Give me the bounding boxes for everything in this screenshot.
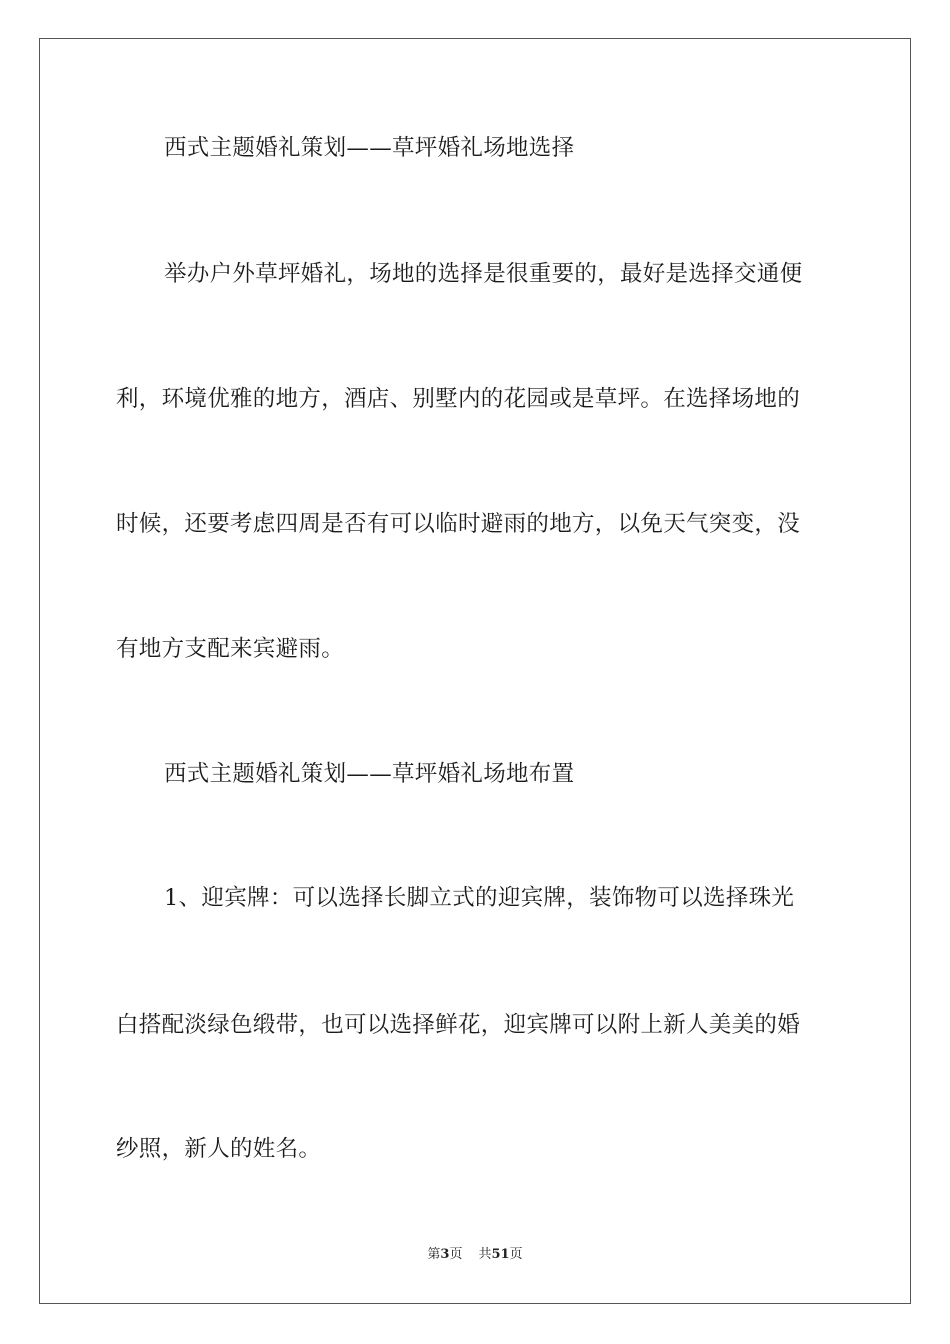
paragraph-line: 1、迎宾牌：可以选择长脚立式的迎宾牌，装饰物可以选择珠光 bbox=[164, 885, 795, 911]
paragraph-line: 纱照，新人的姓名。 bbox=[116, 1136, 322, 1162]
paragraph-line: 利，环境优雅的地方，酒店、别墅内的花园或是草坪。在选择场地的 bbox=[116, 386, 801, 412]
total-prefix: 共 bbox=[478, 1247, 492, 1262]
section-heading-venue-selection: 西式主题婚礼策划——草坪婚礼场地选择 bbox=[164, 135, 575, 161]
section-heading-venue-layout: 西式主题婚礼策划——草坪婚礼场地布置 bbox=[164, 761, 575, 787]
paragraph-line: 白搭配淡绿色缎带，也可以选择鲜花，迎宾牌可以附上新人美美的婚 bbox=[116, 1012, 801, 1038]
paragraph-line: 时候，还要考虑四周是否有可以临时避雨的地方，以免天气突变，没 bbox=[116, 511, 801, 537]
total-pages: 51 bbox=[491, 1247, 510, 1262]
paragraph-line: 有地方支配来宾避雨。 bbox=[116, 636, 345, 662]
page-prefix: 第 bbox=[427, 1247, 441, 1262]
page-footer bbox=[0, 1246, 950, 1264]
page-suffix: 页 bbox=[449, 1247, 463, 1262]
paragraph-line: 举办户外草坪婚礼，场地的选择是很重要的，最好是选择交通便 bbox=[164, 261, 803, 287]
page-border bbox=[39, 38, 911, 1304]
total-suffix: 页 bbox=[509, 1247, 523, 1262]
page-number: 3 bbox=[440, 1247, 450, 1262]
